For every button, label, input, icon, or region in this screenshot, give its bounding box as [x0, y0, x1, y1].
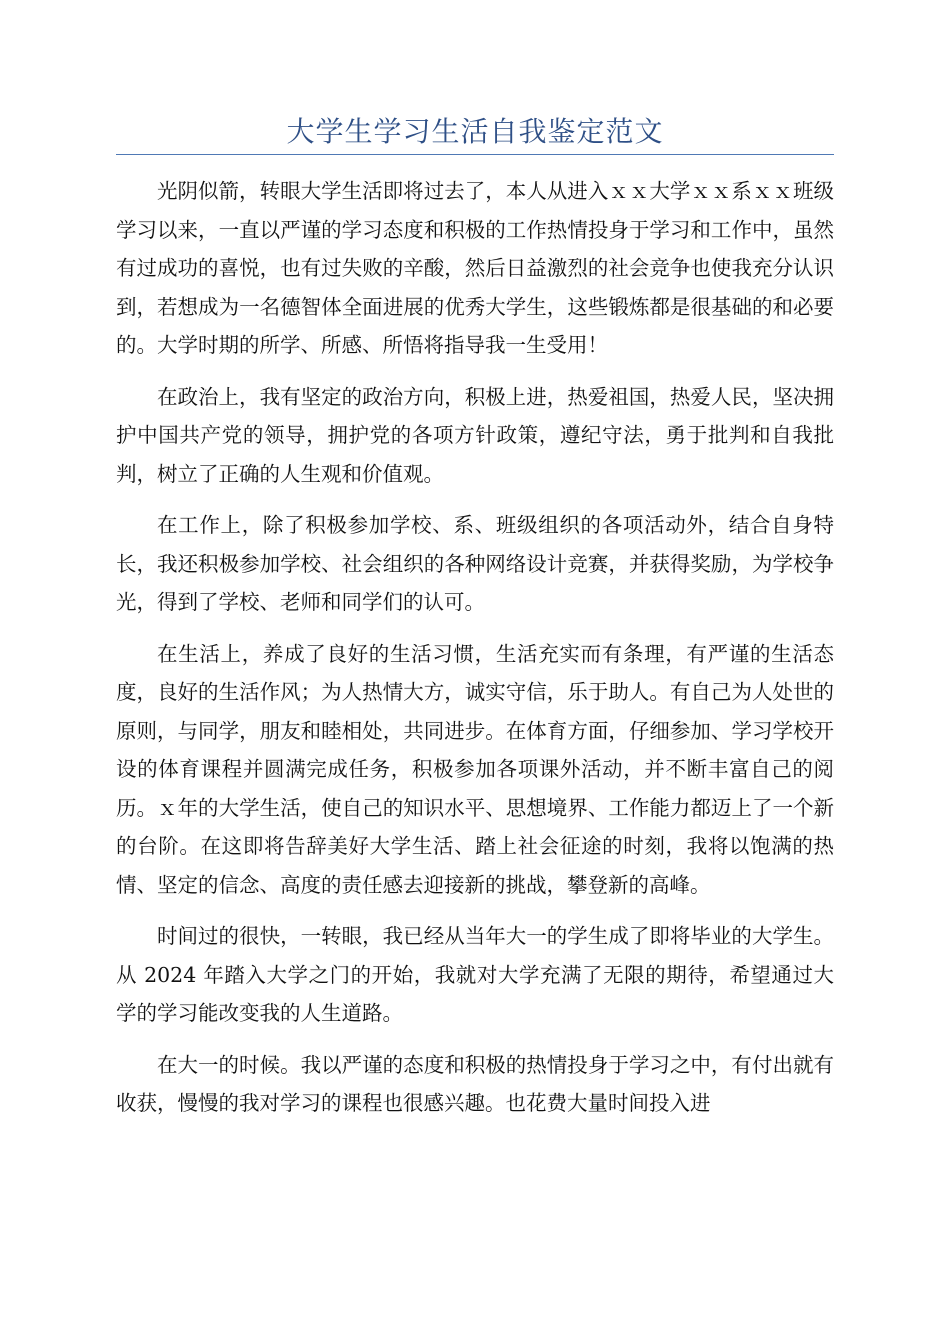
paragraph-work: 在工作上，除了积极参加学校、系、班级组织的各项活动外，结合自身特长，我还积极参加学校、社会组织的各种网络设计竞赛，并获得奖励，为学校争光，得到了学校、老师和同学们的认可。 [116, 513, 834, 614]
paragraph-life: 在生活上，养成了良好的生活习惯，生活充实而有条理，有严谨的生活态度，良好的生活作风；为人热情大方，诚实守信，乐于助人。有自己为人处世的原则，与同学，朋友和睦相处，共同进步。在体育方面，仔细参加、学习学校开设的体育课程并圆满完成任务，积极参加各项课外活动，并不断丰富自己的阅历。ｘ年的大学生活，使自己的知识水平、思想境界、工作能力都迈上了一个新的台阶。在这即将告辞美好大学生活、踏上社会征途的时刻，我将以饱满的热情、坚定的信念、高度的责任感去迎接新的挑战，攀登新的高峰。 [116, 641, 834, 897]
paragraph-time: 时间过的很快，一转眼，我已经从当年大一的学生成了即将毕业的大学生。从 2024 年踏入大学之门的开始，我就对大学充满了无限的期待，希望通过大学的学习能改变我的人生道路。 [116, 924, 834, 1025]
document-title: 大学生学习生活自我鉴定范文 [286, 115, 664, 148]
paragraph-freshman: 在大一的时候。我以严谨的态度和积极的热情投身于学习之中，有付出就有收获，慢慢的我对学习的课程也很感兴趣。也花费大量时间投入进 [116, 1052, 834, 1115]
title-underline [116, 154, 834, 155]
document-body [116, 172, 834, 1136]
paragraph-intro: 光阴似箭，转眼大学生活即将过去了，本人从进入ｘｘ大学ｘｘ系ｘｘ班级学习以来，一直以严谨的学习态度和积极的工作热情投身于学习和工作中，虽然有过成功的喜悦，也有过失败的辛酸，然后日益激烈的社会竞争也使我充分认识到，若想成为一名德智体全面进展的优秀大学生，这些锻炼都是很基础的和必要的。大学时期的所学、所感、所悟将指导我一生受用！ [116, 179, 834, 357]
paragraph-politics: 在政治上，我有坚定的政治方向，积极上进，热爱祖国，热爱人民，坚决拥护中国共产党的领导，拥护党的各项方针政策，遵纪守法，勇于批判和自我批判，树立了正确的人生观和价值观。 [116, 384, 834, 486]
